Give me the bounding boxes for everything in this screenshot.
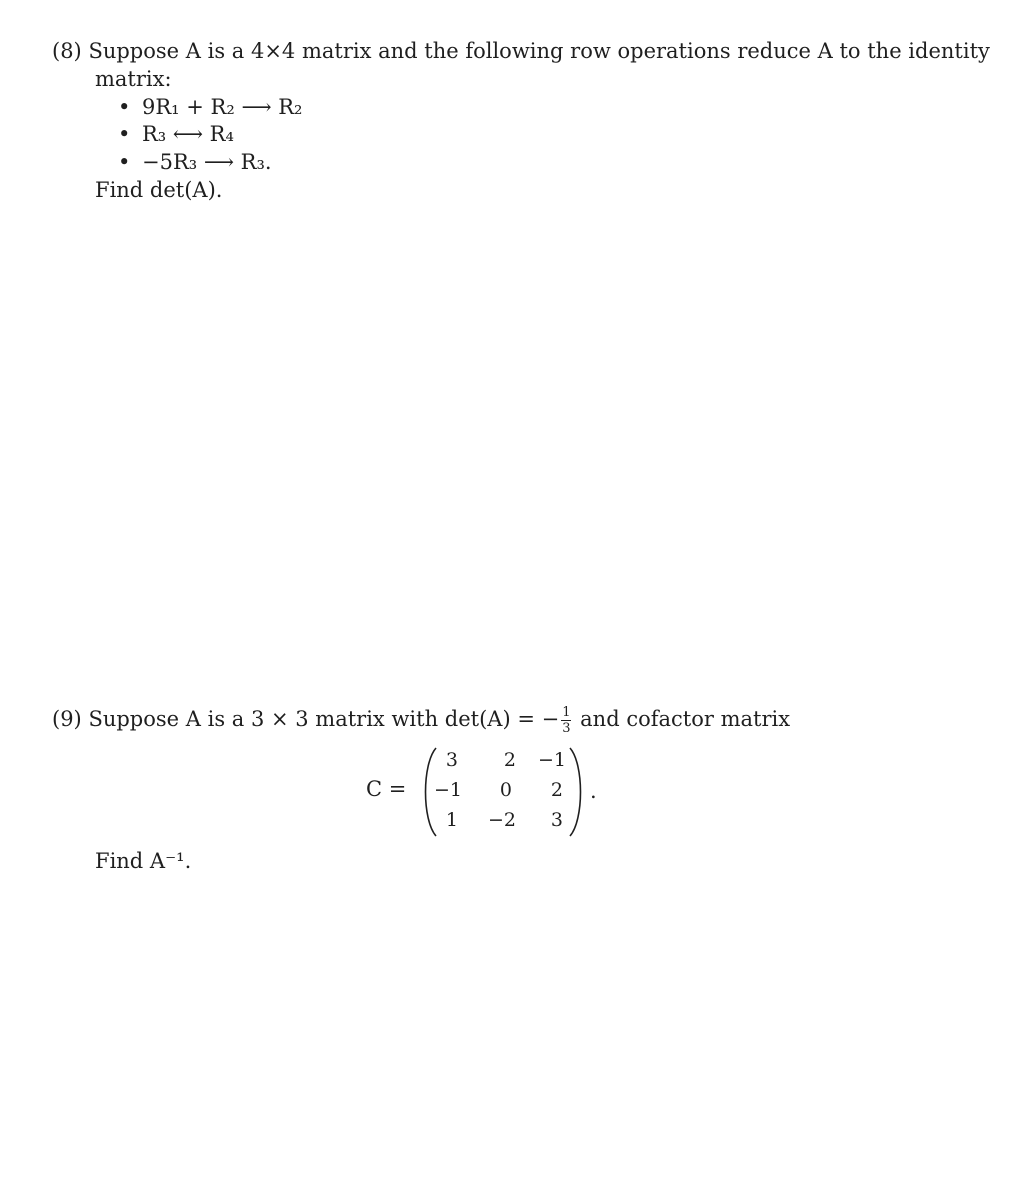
operation-2-text: R₃ ⟷ R₄ [142,122,234,146]
problem-8-number: (8) [52,39,82,63]
fraction-denominator: 3 [562,721,571,736]
bullet-icon: • [118,122,131,146]
problem-9-suffix: and cofactor matrix [580,707,791,731]
matrix-cell: 0 [499,779,512,801]
problem-9-question: Find A⁻¹. [95,849,192,873]
matrix-cell: 3 [550,809,563,831]
fraction [561,706,571,735]
operation-3-text: −5R₃ ⟶ R₃. [142,150,272,174]
matrix-cell: −1 [433,779,462,801]
matrix-cell: 2 [503,749,516,771]
matrix-cell: 2 [550,779,563,801]
matrix-label: C = [366,777,407,801]
matrix-period: . [590,779,597,803]
fraction-numerator: 1 [562,705,571,720]
problem-9-prefix: Suppose A is a 3 × 3 matrix with det(A) = − [88,707,560,731]
matrix-cell: −1 [537,749,566,771]
problem-8-statement [52,38,990,65]
operation-2 [118,121,234,148]
bullet-icon: • [118,150,131,174]
right-parenthesis-icon [566,746,588,838]
problem-9-number: (9) [52,707,82,731]
problem-9-statement [52,706,790,735]
problem-8-line1: Suppose A is a 4×4 matrix and the following row operations reduce A to the identity [88,39,990,63]
problem-8-line2: matrix: [95,67,172,91]
matrix-cell: 3 [445,749,458,771]
problem-8-question: Find det(A). [95,178,223,202]
operation-1 [118,94,302,121]
operation-3 [118,149,272,176]
bullet-icon: • [118,95,131,119]
matrix-cell: −2 [487,809,516,831]
operation-1-text: 9R₁ + R₂ ⟶ R₂ [142,95,303,119]
matrix-cell: 1 [445,809,458,831]
